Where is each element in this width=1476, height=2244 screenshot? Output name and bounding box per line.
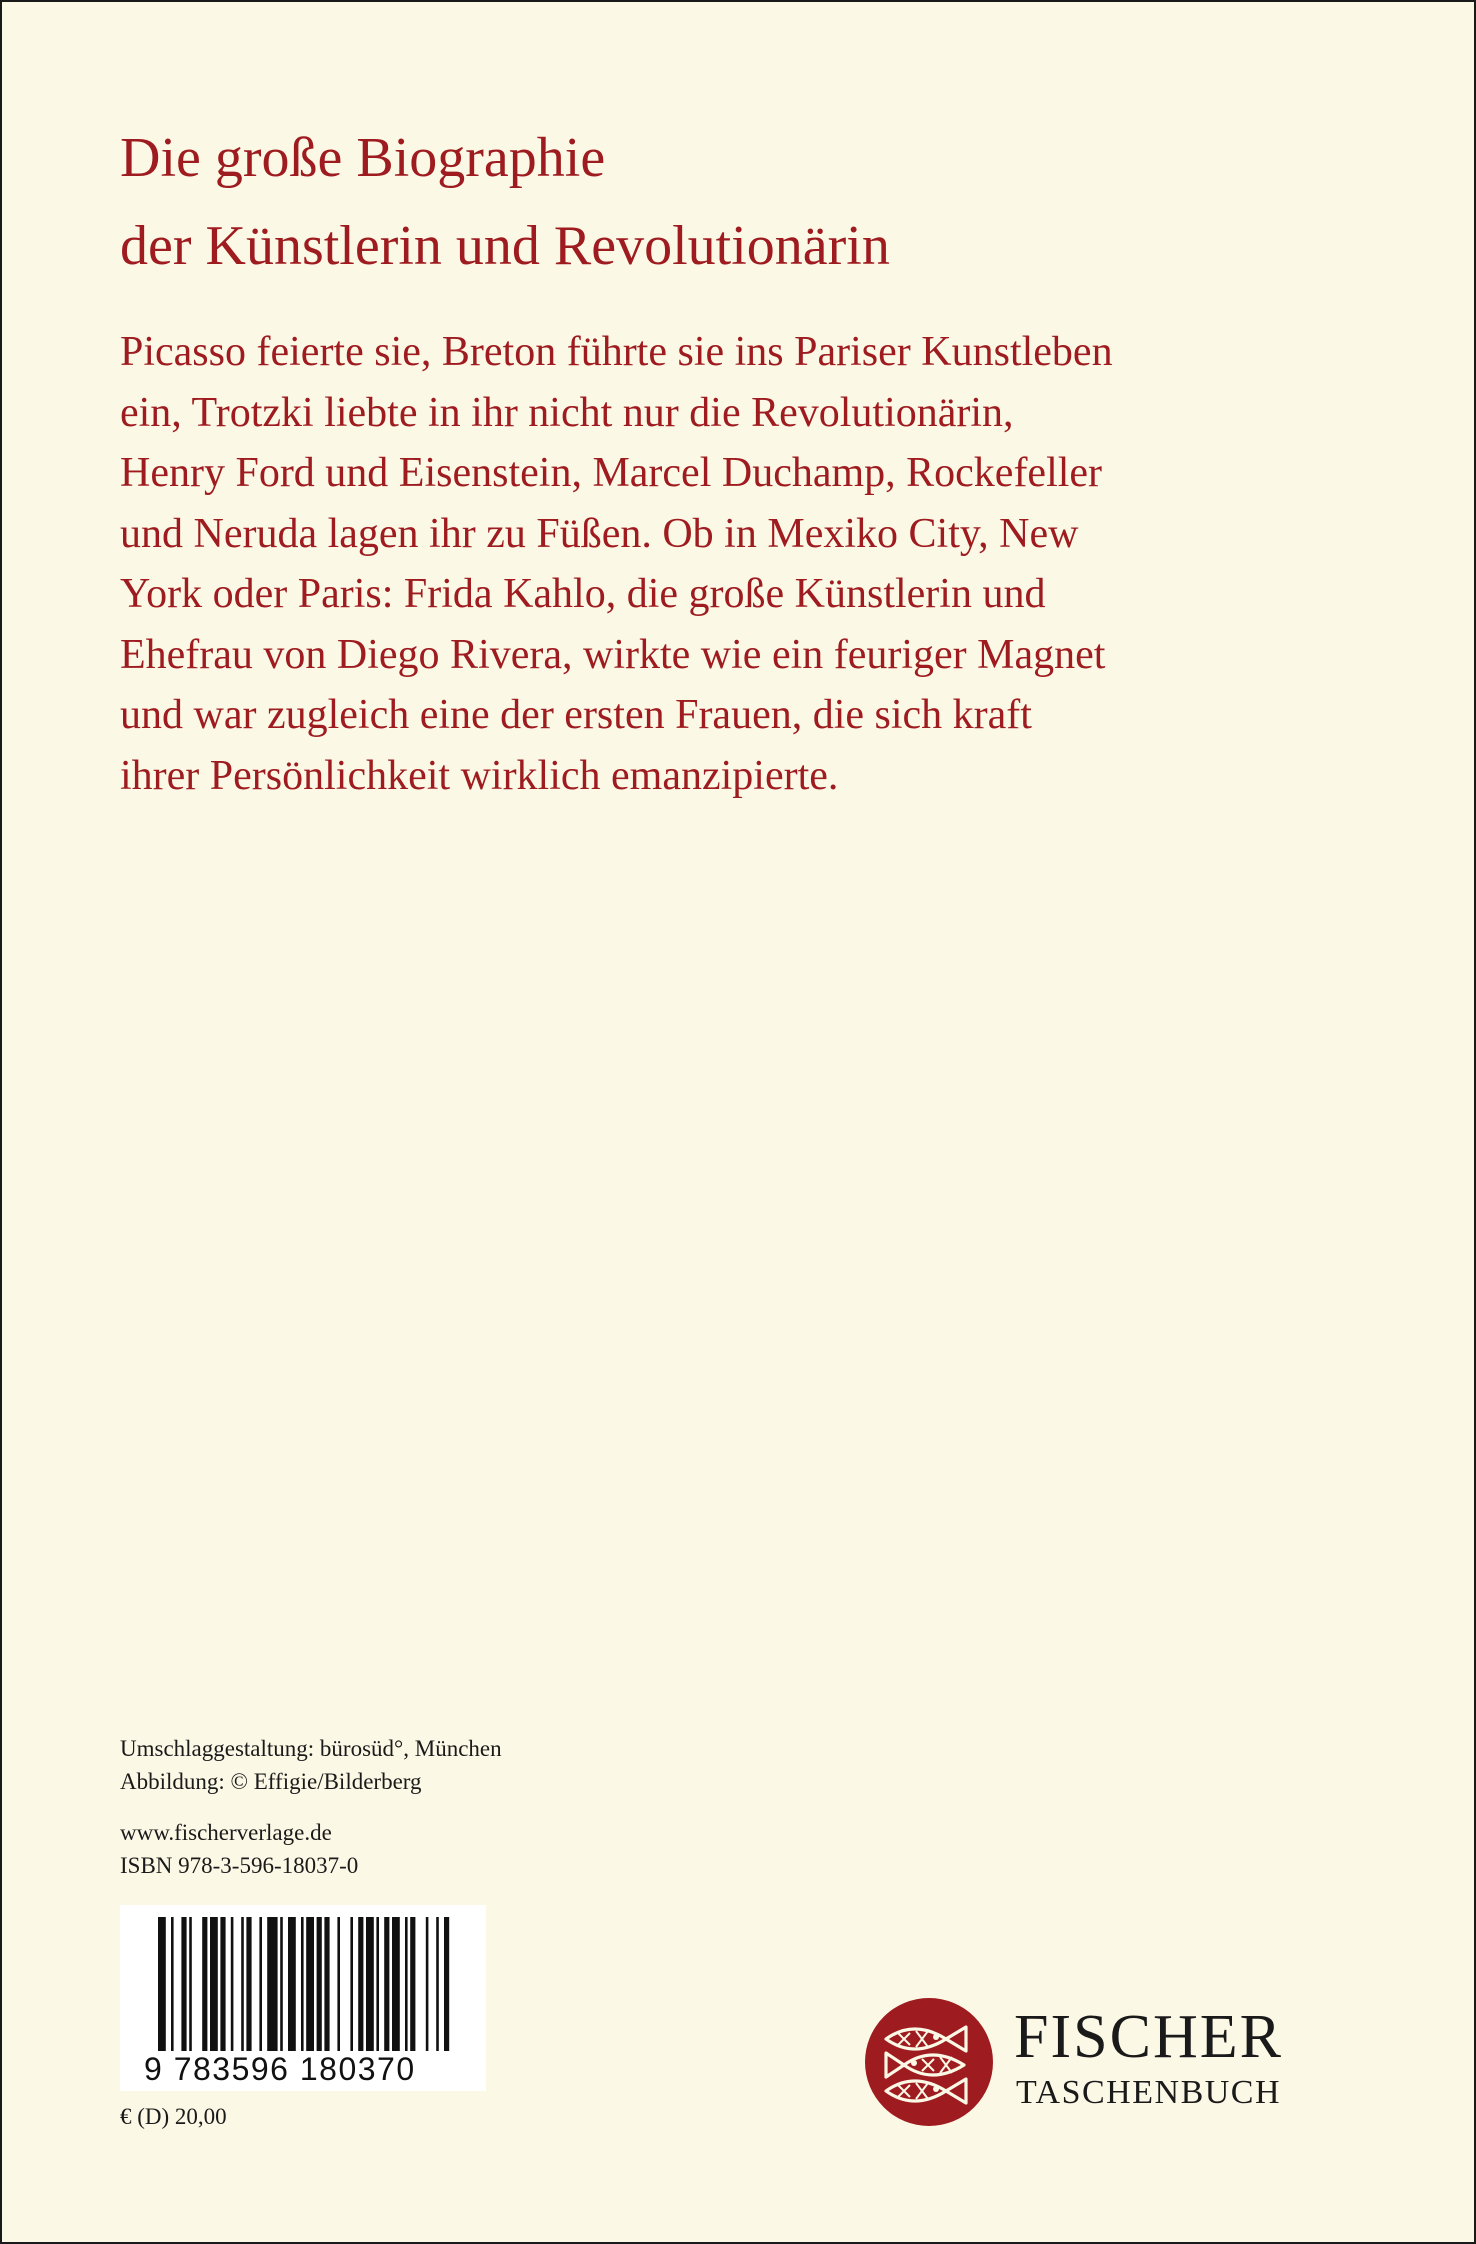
barcode-bar bbox=[158, 1917, 166, 2053]
barcode-bar bbox=[306, 1917, 314, 2053]
barcode-bar bbox=[220, 1917, 225, 2053]
barcode-digits: 9 783596 180370 bbox=[144, 2051, 474, 2087]
isbn-text: ISBN 978-3-596-18037-0 bbox=[120, 1853, 359, 1878]
publisher-website-link[interactable]: www.fischerverlage.de bbox=[120, 1820, 332, 1845]
barcode-bar bbox=[241, 1917, 244, 2053]
barcode-bar bbox=[301, 1917, 304, 2053]
barcode-bar bbox=[366, 1917, 374, 2053]
barcode-bar bbox=[350, 1917, 353, 2053]
blurb-text bbox=[120, 322, 1380, 806]
publisher-name: FISCHER bbox=[1014, 2003, 1283, 2071]
barcode-bar bbox=[337, 1917, 340, 2053]
barcode-bar bbox=[444, 1917, 449, 2053]
barcode-bar bbox=[426, 1917, 429, 2053]
headline-line: der Künstlerin und Revolutionärin bbox=[120, 215, 890, 277]
blurb-line: ein, Trotzki liebte in ihr nicht nur die Revolutionärin, bbox=[120, 389, 1014, 436]
illustration-credit: Abbildung: © Effigie/Bilderberg bbox=[120, 1769, 422, 1794]
barcode-bar bbox=[392, 1917, 400, 2053]
barcode-bar bbox=[405, 1917, 408, 2053]
barcode-bar bbox=[246, 1917, 251, 2053]
barcode-bar bbox=[288, 1917, 296, 2053]
blurb-line: York oder Paris: Frida Kahlo, die große Künstlerin und bbox=[120, 571, 1046, 617]
barcode-bar bbox=[410, 1917, 415, 2053]
barcode-bar bbox=[324, 1917, 329, 2053]
barcode-bar bbox=[202, 1917, 207, 2053]
barcode-bar bbox=[376, 1917, 379, 2053]
barcode-bar bbox=[384, 1917, 389, 2053]
blurb-line: und Neruda lagen ihr zu Füßen. Ob in Mexiko City, New bbox=[120, 510, 1079, 557]
barcode-bar bbox=[358, 1917, 363, 2053]
blurb-line: ihrer Persönlichkeit wirklich emanzipierte. bbox=[120, 752, 839, 799]
headline bbox=[120, 114, 1360, 290]
blurb-line: und war zugleich eine der ersten Frauen, die sich kraft bbox=[120, 692, 1032, 738]
barcode-bar bbox=[171, 1917, 174, 2053]
barcode-bar bbox=[267, 1917, 277, 2053]
price-label: € (D) 20,00 bbox=[120, 2104, 227, 2129]
barcode-bar bbox=[436, 1917, 439, 2053]
cover-design-credit: Umschlaggestaltung: bürosüd°, München bbox=[120, 1736, 502, 1761]
headline-line: Die große Biographie bbox=[120, 127, 606, 189]
isbn-barcode bbox=[120, 1905, 486, 2091]
barcode-bar bbox=[259, 1917, 262, 2053]
barcode-bar bbox=[181, 1917, 186, 2053]
barcode-bar bbox=[189, 1917, 192, 2053]
barcode-bar bbox=[231, 1917, 234, 2053]
credits-block bbox=[120, 1732, 820, 1882]
barcode-bar bbox=[317, 1917, 322, 2053]
publisher-logo bbox=[864, 1997, 1384, 2127]
blurb-line: Ehefrau von Diego Rivera, wirkte wie ein feuriger Magnet bbox=[120, 631, 1106, 678]
credits-spacer bbox=[120, 1798, 820, 1816]
barcode-bar bbox=[210, 1917, 218, 2053]
fish-emblem-icon bbox=[864, 1997, 994, 2127]
barcode-bar bbox=[280, 1917, 283, 2053]
blurb-line: Picasso feierte sie, Breton führte sie ins Pariser Kunstleben bbox=[120, 329, 1113, 375]
blurb-line: Henry Ford und Eisenstein, Marcel Duchamp, Rockefeller bbox=[120, 450, 1103, 496]
publisher-imprint: TASCHENBUCH bbox=[1016, 2074, 1282, 2111]
